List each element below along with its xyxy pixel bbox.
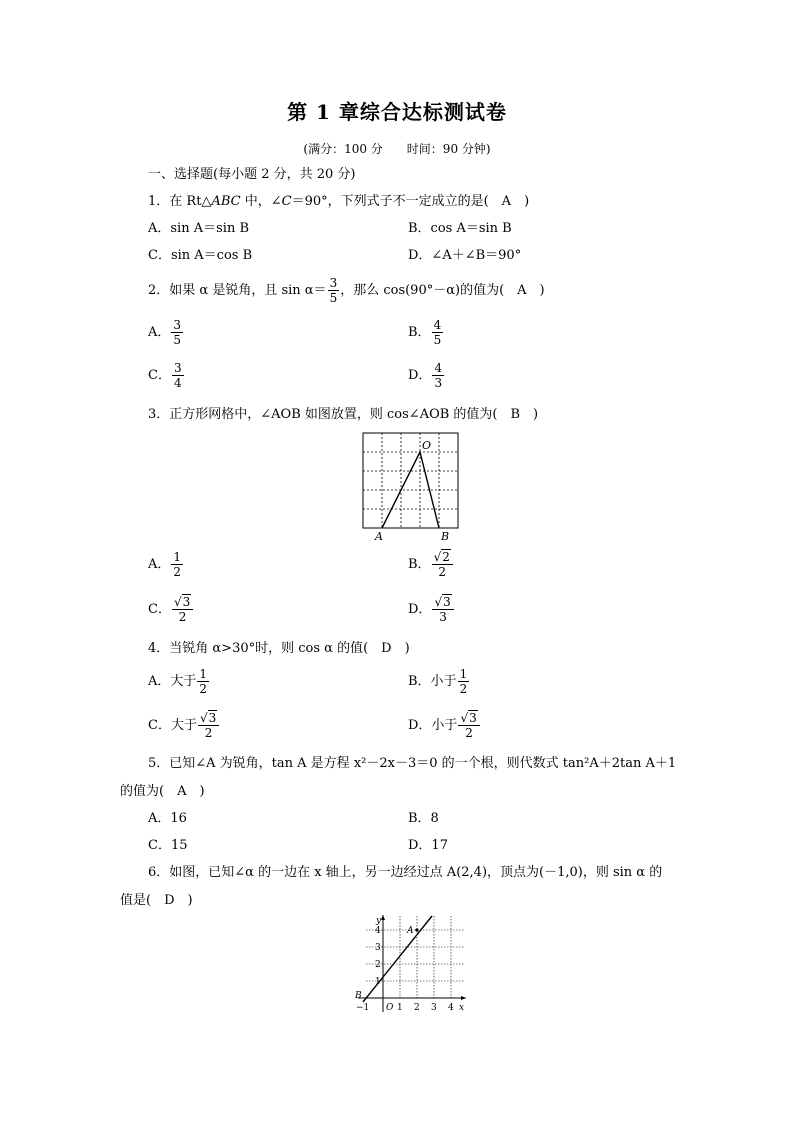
q3-c-num: √3 [172,595,193,610]
q4-a-fraction [197,667,209,696]
y-axis-arrow [381,915,385,920]
label-b: B [441,530,450,543]
question-6-line1: 6．如图，已知∠α 的一边在 x 轴上，另一边经过点 A(2,4)，顶点为(－1,0)，则 sin α 的 [148,865,663,880]
section-heading: 一、选择题(每小题 2 分，共 20 分) [148,167,356,182]
x-tick-neg1: −1 [356,1003,370,1013]
q2-option-d [408,361,445,390]
q3-b-num: √2 [432,550,453,565]
q1-abc: ABC [211,194,241,209]
q4-d-num: √3 [458,711,479,726]
question-6-line2: 值是( D ) [120,893,193,908]
q3-b-den: 2 [438,565,447,579]
q2-post: ，那么 cos(90°－α)的值为( A ) [340,283,545,298]
x-tick-3: 3 [431,1003,437,1013]
q3-c-den: 2 [178,610,187,624]
q3-a-den: 2 [173,565,182,579]
q3-b-label: B． [408,557,431,572]
q4-c-num: √3 [198,711,219,726]
q4-option-c [148,711,220,740]
q3-grid-figure [355,428,467,544]
q3-d-radicand: 3 [443,595,451,609]
q3-c-radicand: 3 [182,595,191,609]
q1-post: ＝90°，下列式子不一定成立的是( A ) [291,194,530,209]
q1-option-a: A．sin A＝sin B [148,221,249,236]
question-5-line2: 的值为( A ) [120,784,205,799]
q4-c-label: C．大于 [148,718,197,733]
x-tick-2: 2 [414,1003,420,1013]
question-5-line1: 5．已知∠A 为锐角，tan A 是方程 x²－2x－3＝0 的一个根，则代数式 tan²A＋2tan A＋1 [148,756,677,771]
q4-d-label: D．小于 [408,718,458,733]
q3-b-radicand: 2 [442,550,450,564]
q2-b-fraction [432,318,444,347]
q4-b-num: 1 [459,667,468,681]
q3-d-label: D． [408,602,432,617]
q2-option-a [148,318,184,347]
q3-option-d [408,595,455,624]
q2-c-fraction [172,361,184,390]
q2-a-label: A． [148,325,171,340]
angle-aob [382,452,439,528]
q2-stem-num: 3 [329,276,338,290]
q2-option-c [148,361,185,390]
q4-a-label: A．大于 [148,674,197,689]
page-title: 第 1 章综合达标测试卷 [287,100,507,124]
question-4: 4．当锐角 α>30°时，则 cos α 的值( D ) [148,641,410,656]
q1-pre: 在 Rt△ [169,194,212,209]
q2-b-label: B． [408,325,431,340]
q5-option-a: A．16 [148,811,187,826]
q2-d-den: 3 [434,376,443,390]
q3-option-a [148,550,184,579]
q3-a-label: A． [148,557,171,572]
q5-option-b: B．8 [408,811,439,826]
label-b: B [355,991,362,1001]
q4-a-num: 1 [199,667,208,681]
x-axis-arrow [461,996,466,1000]
q2-b-den: 5 [433,333,442,347]
q3-d-fraction [432,595,453,624]
q2-stem-fraction [328,276,340,305]
grid-lines [363,433,458,528]
x-tick-1: 1 [397,1003,403,1013]
q3-d-num: √3 [432,595,453,610]
q2-d-num: 4 [434,361,443,375]
label-a: A [407,926,414,936]
q1-option-b: B．cos A＝sin B [408,221,512,236]
q4-d-radicand: 3 [469,711,477,725]
q2-c-num: 3 [173,361,182,375]
q1-option-c: C．sin A＝cos B [148,248,253,263]
label-y: y [376,916,382,926]
q4-d-den: 2 [465,726,473,740]
q4-c-fraction [198,711,219,740]
q5-option-c: C．15 [148,838,188,853]
q3-d-den: 3 [439,610,447,624]
q3-c-fraction [172,595,193,624]
q1-c: C [281,194,292,209]
q4-b-den: 2 [459,682,468,696]
q3-b-fraction [432,550,453,579]
question-2 [148,276,545,305]
q2-a-den: 5 [173,333,182,347]
q4-option-b [408,667,470,696]
q4-b-fraction [458,667,470,696]
q1-mid: 中，∠ [240,194,282,209]
x-tick-4: 4 [448,1003,454,1013]
q2-c-label: C． [148,368,171,383]
q4-d-fraction [458,711,479,740]
y-tick-2: 2 [375,960,381,970]
question-3: 3．正方形网格中，∠AOB 如图放置，则 cos∠AOB 的值为( B ) [148,407,539,422]
q4-c-den: 2 [204,726,213,740]
exam-info: (满分：100 分 时间：90 分钟) [303,142,491,156]
label-a: A [375,530,383,543]
label-o: O [422,439,432,452]
q2-a-num: 3 [173,318,182,332]
question-1 [148,193,529,211]
y-tick-1: 1 [375,977,381,987]
ray-ba [363,916,432,1002]
q2-c-den: 4 [173,376,182,390]
q3-option-b [408,550,454,579]
q3-option-c [148,595,194,624]
q4-option-d [408,711,481,740]
q3-a-fraction [171,550,183,579]
point-a [415,928,418,931]
label-origin: O [386,1003,394,1013]
label-x: x [459,1003,465,1013]
q4-b-label: B．小于 [408,674,457,689]
q1-num: 1． [148,194,170,209]
grid-border [363,433,458,528]
q2-b-num: 4 [433,318,442,332]
q3-c-label: C． [148,602,171,617]
q2-d-label: D． [408,368,432,383]
q2-d-fraction [432,361,444,390]
q2-stem-den: 5 [329,291,338,305]
q2-option-b [408,318,444,347]
q5-option-d: D．17 [408,838,448,853]
q4-option-a [148,667,210,696]
q1-option-d: D．∠A＋∠B＝90° [408,248,522,263]
q4-c-radicand: 3 [208,711,217,725]
y-tick-3: 3 [375,943,381,953]
q2-pre: 2．如果 α 是锐角，且 sin α＝ [148,283,327,298]
q3-a-num: 1 [173,550,182,564]
q6-coordinate-figure [352,912,470,1016]
q4-a-den: 2 [199,682,208,696]
y-tick-4: 4 [375,926,381,936]
q2-a-fraction [171,318,183,347]
